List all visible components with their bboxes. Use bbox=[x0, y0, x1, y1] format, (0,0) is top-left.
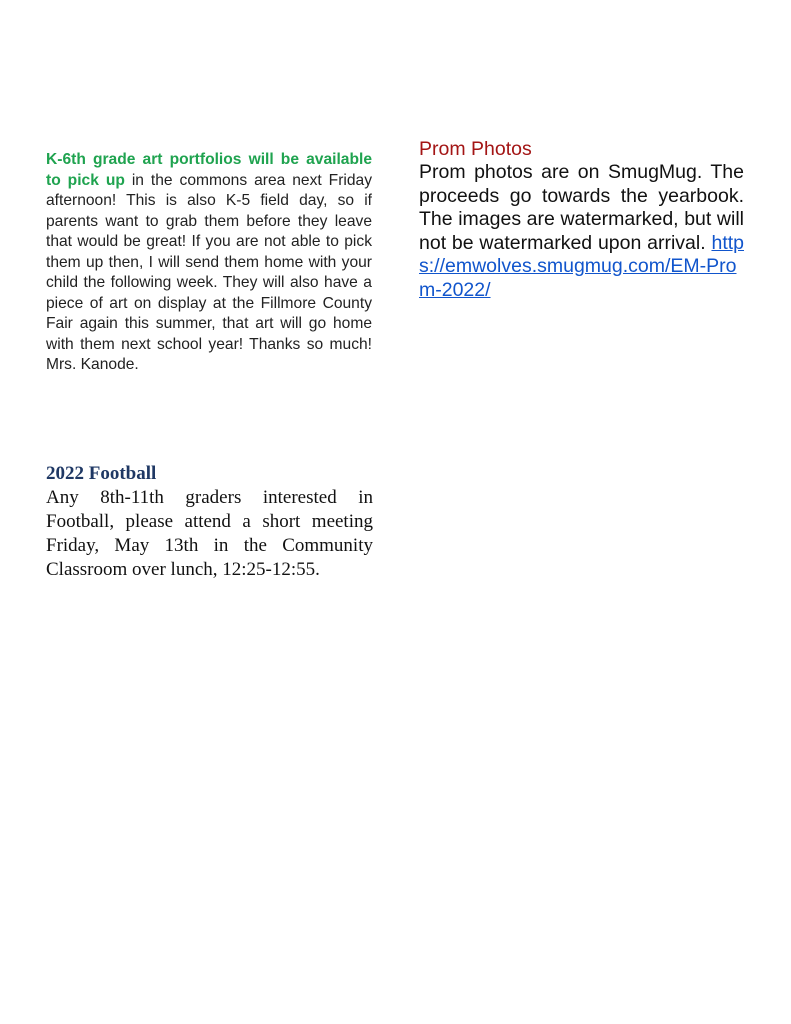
prom-photos-text: Prom photos are on SmugMug. The proceeds go towards the yearbook. The images are watermarked, but will not be watermarked upon arrival. bbox=[419, 161, 744, 254]
prom-photos-section bbox=[419, 137, 744, 302]
football-title: 2022 Football bbox=[46, 463, 157, 484]
art-portfolio-text: in the commons area next Friday afternoon! This is also K-5 field day, so if parents want to grab them before they leave that would be great! If you are not able to pick them up then, I will send them home with your child the following week. They will also have a piece of art on display at the Fillmore County Fair again this summer, that art will go home with them next school year! Thanks so much! Mrs. Kanode. bbox=[46, 171, 372, 373]
smugmug-link[interactable]: https://emwolves.smugmug.com/EM-Prom-2022/ bbox=[419, 231, 744, 301]
art-portfolio-highlight: K-6th grade art portfolios will be available to pick up bbox=[46, 151, 372, 189]
prom-photos-body bbox=[419, 161, 744, 302]
football-section bbox=[46, 462, 373, 582]
art-portfolio-notice bbox=[46, 150, 372, 376]
football-body: Any 8th-11th graders interested in Football, please attend a short meeting Friday, May 13th in the Community Classroom over lunch, 12:25-12:55. bbox=[46, 487, 373, 580]
prom-photos-title: Prom Photos bbox=[419, 138, 532, 160]
